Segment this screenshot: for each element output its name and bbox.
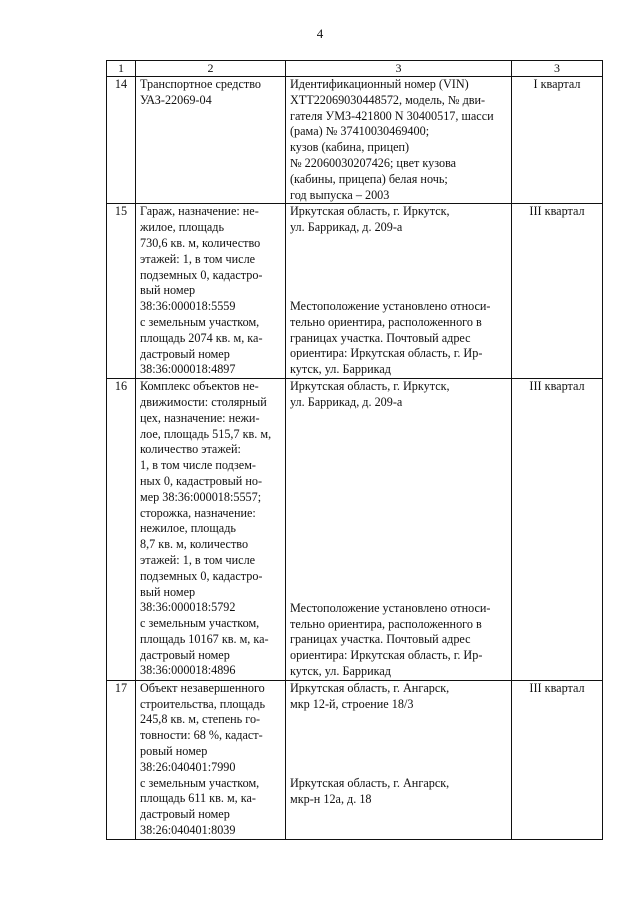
object-line: движимости: столярный (140, 394, 267, 409)
column-header-2: 2 (136, 61, 286, 77)
location-description (286, 204, 512, 379)
object-line: 1, в том числе подзем- (140, 458, 256, 473)
object-description (136, 204, 286, 379)
row-number: 17 (107, 680, 136, 839)
object-description (136, 680, 286, 839)
location-description (286, 77, 512, 204)
object-line: Объект незавершенного (140, 680, 265, 695)
table-row (107, 204, 603, 379)
object-description (136, 77, 286, 204)
object-line: 38:36:000018:4897 (140, 362, 236, 377)
location-line: (рама) № 37410030469400; (290, 124, 430, 139)
location-extra-line: Местоположение установлено относи- (290, 298, 491, 313)
location-line: кузов (кабина, прицеп) (290, 140, 410, 155)
object-line: дастровый номер (140, 346, 230, 361)
object-line: 38:36:000018:5792 (140, 600, 236, 615)
location-extra-line: тельно ориентира, расположенного в (290, 314, 482, 329)
object-line: мер 38:36:000018:5557; (140, 489, 262, 504)
location-line: Иркутская область, г. Ангарск, (290, 680, 450, 695)
object-line: Комплекс объектов не- (140, 379, 259, 394)
object-line: строительства, площадь (140, 696, 266, 711)
object-line: 245,8 кв. м, степень го- (140, 712, 261, 727)
object-line: лое, площадь 515,7 кв. м, (140, 426, 272, 441)
period-cell: III квартал (512, 204, 603, 379)
location-line: гателя УМЗ-421800 N 30400517, шасси (290, 108, 494, 123)
object-line: подземных 0, кадастро- (140, 568, 263, 583)
object-line: 8,7 кв. м, количество (140, 537, 249, 552)
row-number: 16 (107, 379, 136, 681)
property-table (106, 60, 603, 840)
location-description (286, 680, 512, 839)
row-number: 15 (107, 204, 136, 379)
object-line: сторожка, назначение: (140, 505, 256, 520)
location-extra-line: тельно ориентира, расположенного в (290, 616, 482, 631)
object-line: подземных 0, кадастро- (140, 267, 263, 282)
location-description (286, 379, 512, 681)
location-extra-line: мкр-н 12а, д. 18 (290, 792, 372, 807)
table-row (107, 680, 603, 839)
object-line: вый номер (140, 584, 196, 599)
location-extra-line: ориентира: Иркутская область, г. Ир- (290, 648, 483, 663)
object-line: площадь 2074 кв. м, ка- (140, 330, 263, 345)
location-extra-line: Иркутская область, г. Ангарск, (290, 776, 450, 791)
period-cell: III квартал (512, 680, 603, 839)
object-line: цех, назначение: нежи- (140, 410, 260, 425)
location-extra-line: границах участка. Почтовый адрес (290, 330, 471, 345)
location-spacer (290, 236, 507, 299)
object-line: УАЗ-22069-04 (140, 92, 212, 107)
object-line: Транспортное средство (140, 77, 261, 91)
object-line: с земельным участком, (140, 775, 260, 790)
object-line: дастровый номер (140, 647, 230, 662)
object-line: этажей: 1, в том числе (140, 251, 256, 266)
object-line: 730,6 кв. м, количество (140, 235, 261, 250)
object-line: товности: 68 %, кадаст- (140, 728, 263, 743)
location-extra-line: Местоположение установлено относи- (290, 600, 491, 615)
location-line: XTT22069030448572, модель, № дви- (290, 92, 486, 107)
object-line: 38:36:000018:5559 (140, 299, 236, 314)
object-description (136, 379, 286, 681)
period-cell: I квартал (512, 77, 603, 204)
object-line: 38:36:000018:4896 (140, 663, 236, 678)
location-line: Иркутская область, г. Иркутск, (290, 379, 450, 394)
page-number: 4 (316, 26, 324, 41)
object-line: 38:26:040401:8039 (140, 822, 236, 837)
location-spacer (290, 411, 507, 601)
row-number: 14 (107, 77, 136, 204)
location-extra-line: границах участка. Почтовый адрес (290, 632, 471, 647)
location-spacer (290, 712, 507, 776)
location-line: год выпуска – 2003 (290, 187, 390, 202)
location-line: Иркутская область, г. Иркутск, (290, 204, 450, 219)
column-header-4: 3 (512, 61, 603, 77)
location-line: мкр 12-й, строение 18/3 (290, 696, 414, 711)
object-line: ровый номер (140, 743, 208, 758)
object-line: дастровый номер (140, 807, 230, 822)
location-extra-line: кутск, ул. Баррикад (290, 663, 391, 678)
object-line: ных 0, кадастровый но- (140, 473, 263, 488)
location-line: ул. Баррикад, д. 209-а (290, 394, 403, 409)
object-line: Гараж, назначение: не- (140, 204, 259, 219)
table-row (107, 77, 603, 204)
table-header-row (107, 61, 603, 77)
location-extra-line: кутск, ул. Баррикад (290, 362, 391, 377)
location-extra-line: ориентира: Иркутская область, г. Ир- (290, 346, 483, 361)
object-line: площадь 10167 кв. м, ка- (140, 631, 269, 646)
object-line: жилое, площадь (140, 220, 225, 235)
location-line: (кабины, прицепа) белая ночь; (290, 171, 448, 186)
location-line: Идентификационный номер (VIN) (290, 77, 469, 91)
object-line: с земельным участком, (140, 314, 260, 329)
object-line: нежилое, площадь (140, 521, 236, 536)
object-line: вый номер (140, 283, 196, 298)
table-row (107, 379, 603, 681)
object-line: количество этажей: (140, 442, 241, 457)
location-line: ул. Баррикад, д. 209-а (290, 220, 403, 235)
column-header-1: 1 (107, 61, 136, 77)
column-header-3: 3 (286, 61, 512, 77)
object-line: 38:26:040401:7990 (140, 759, 236, 774)
object-line: этажей: 1, в том числе (140, 552, 256, 567)
object-line: с земельным участком, (140, 616, 260, 631)
object-line: площадь 611 кв. м, ка- (140, 791, 256, 806)
location-line: № 22060030207426; цвет кузова (290, 155, 457, 170)
period-cell: III квартал (512, 379, 603, 681)
